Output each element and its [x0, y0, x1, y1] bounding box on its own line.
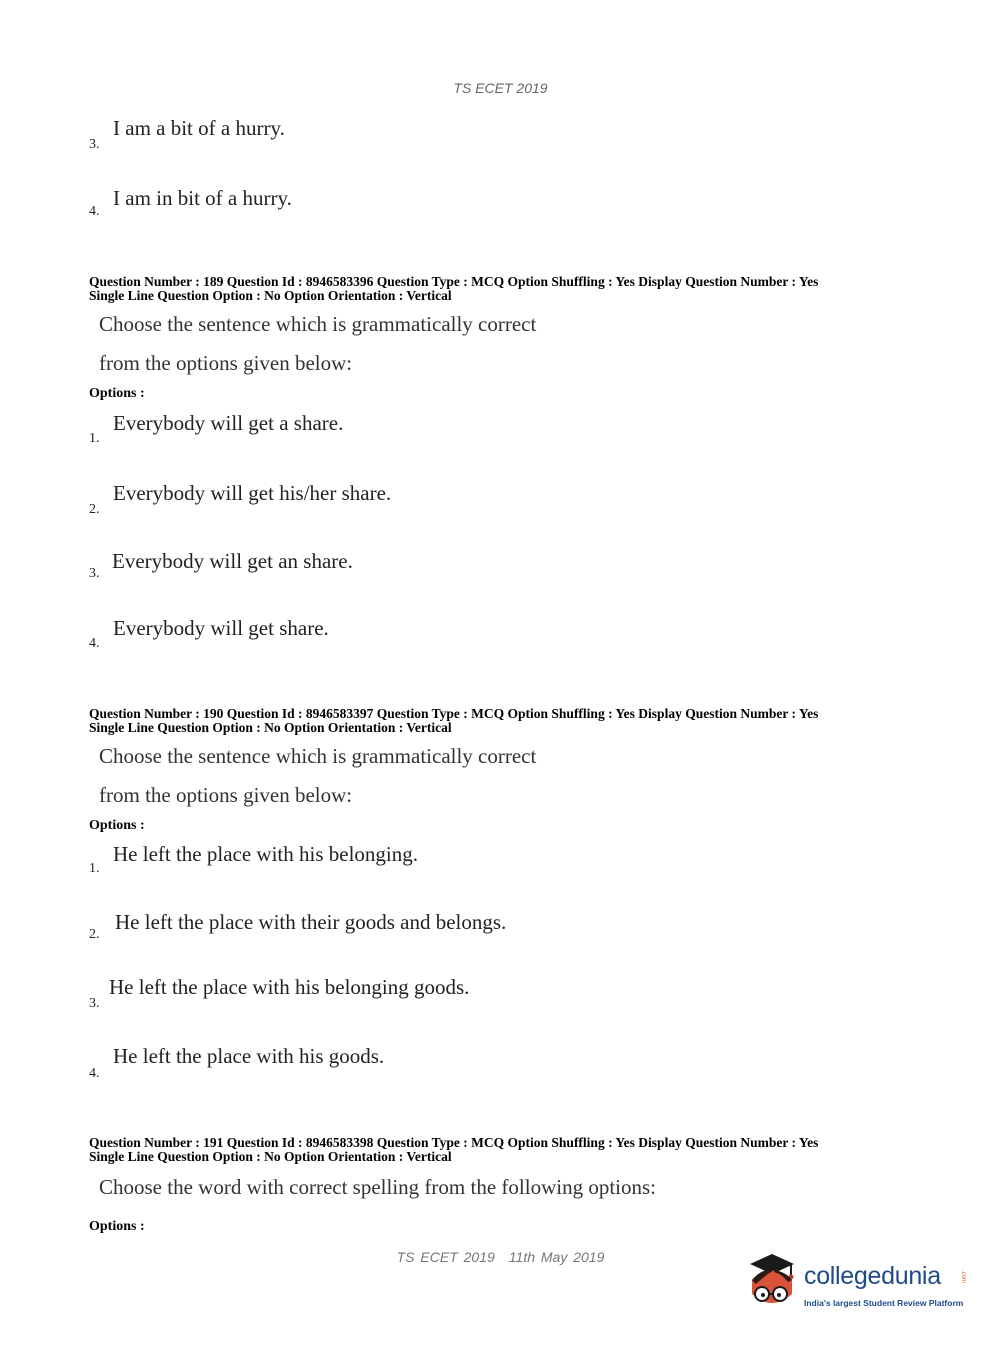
prev-option-4-text: I am in bit of a hurry.	[113, 186, 292, 210]
question-189-options-label: Options :	[89, 386, 145, 401]
logo-tagline: India's largest Student Review Platform	[804, 1298, 964, 1308]
question-189-meta-line-2: Single Line Question Option : No Option Orientation : Vertical	[89, 288, 452, 303]
question-191-options-label: Options :	[89, 1219, 145, 1234]
collegedunia-mascot-icon	[742, 1250, 804, 1320]
page-header-title: TS ECET 2019	[453, 80, 548, 96]
question-189-option-1-text: Everybody will get a share.	[113, 411, 344, 435]
logo-domain-suffix: .com	[960, 1270, 966, 1284]
logo-wordmark: collegedunia	[804, 1262, 941, 1290]
question-191-text-line-1: Choose the word with correct spelling from the following options:	[99, 1175, 656, 1199]
prev-option-3-text: I am a bit of a hurry.	[113, 116, 285, 140]
question-189-text-line-2: from the options given below:	[99, 351, 353, 375]
question-189-option-1-number: 1.	[89, 431, 100, 446]
question-190-option-2-number: 2.	[89, 927, 100, 942]
question-189-option-3-text: Everybody will get an share.	[112, 549, 353, 573]
question-189-option-2-number: 2.	[89, 502, 100, 517]
question-190-text-line-1: Choose the sentence which is grammatically correct	[99, 744, 537, 768]
question-190-option-1-text: He left the place with his belonging.	[113, 842, 419, 866]
question-190-option-3-text: He left the place with his belonging goods.	[109, 975, 470, 999]
question-189-option-3-number: 3.	[89, 566, 100, 581]
question-189-option-4-number: 4.	[89, 636, 100, 651]
question-190-option-4-text: He left the place with his goods.	[113, 1044, 385, 1068]
question-191-meta-line-2: Single Line Question Option : No Option Orientation : Vertical	[89, 1149, 452, 1164]
question-189-text-line-1: Choose the sentence which is grammatically correct	[99, 312, 537, 336]
prev-option-4-number: 4.	[89, 204, 100, 219]
question-190-option-4-number: 4.	[89, 1066, 100, 1081]
question-189-option-4-text: Everybody will get share.	[113, 616, 329, 640]
question-189-option-2-text: Everybody will get his/her share.	[113, 481, 392, 505]
question-189-meta-line-1: Question Number : 189 Question Id : 8946583396 Question Type : MCQ Option Shuffling : Yes Display Question Number : Yes	[89, 274, 819, 289]
footer-date: 11th May 2019	[508, 1249, 605, 1265]
question-190-meta-line-1: Question Number : 190 Question Id : 8946583397 Question Type : MCQ Option Shuffling : Yes Display Question Number : Yes	[89, 706, 819, 721]
question-190-option-2-text: He left the place with their goods and belongs.	[115, 910, 507, 934]
question-190-meta-line-2: Single Line Question Option : No Option Orientation : Vertical	[89, 720, 452, 735]
question-190-text-line-2: from the options given below:	[99, 783, 353, 807]
question-191-meta-line-1: Question Number : 191 Question Id : 8946583398 Question Type : MCQ Option Shuffling : Yes Display Question Number : Yes	[89, 1135, 819, 1150]
footer-exam: TS ECET 2019	[396, 1249, 495, 1265]
question-190-option-1-number: 1.	[89, 861, 100, 876]
question-190-options-label: Options :	[89, 818, 145, 833]
collegedunia-logo	[742, 1250, 972, 1320]
question-190-option-3-number: 3.	[89, 996, 100, 1011]
prev-option-3-number: 3.	[89, 137, 100, 152]
